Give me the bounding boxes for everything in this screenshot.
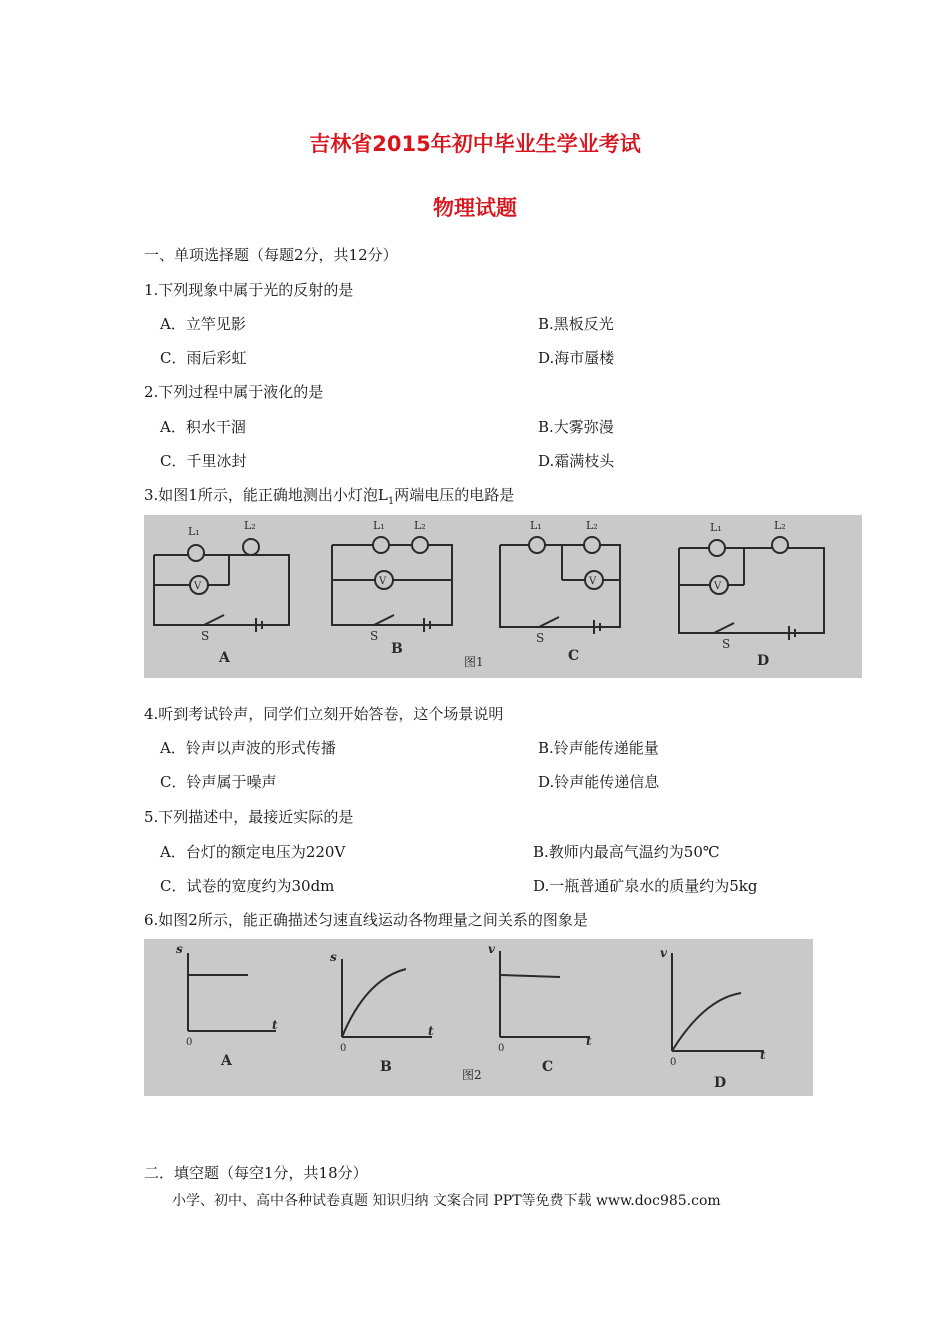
q2-option-b: B.大雾弥漫 <box>538 418 614 436</box>
lamp-label-l1-a: L₁ <box>188 525 200 538</box>
lamp-label-l2-d: L₂ <box>774 519 786 532</box>
lamp-l1-icon <box>373 537 389 553</box>
q2-option-a: A．积水干涸 <box>160 418 246 436</box>
q4-option-a: A．铃声以声波的形式传播 <box>160 739 336 757</box>
q2-option-c: C．千里冰封 <box>160 452 247 470</box>
lamp-label-l2-a: L₂ <box>244 519 256 532</box>
graph-label-b: B <box>380 1059 392 1075</box>
circuit-c <box>500 537 620 634</box>
lamp-label-l1-c: L₁ <box>530 519 542 532</box>
lamp-label-l1-b: L₁ <box>373 519 385 532</box>
graph-b-xlabel: t <box>428 1024 434 1038</box>
q3-stem <box>144 485 514 512</box>
graph-c-xlabel: t <box>586 1034 592 1048</box>
figure-1-caption: 图1 <box>464 655 484 669</box>
q1-option-a: A．立竿见影 <box>160 315 246 333</box>
switch-label-b: S <box>370 629 379 643</box>
graph-a <box>188 953 276 1031</box>
q4-option-c: C．铃声属于噪声 <box>160 773 277 791</box>
q4-stem: 4.听到考试铃声，同学们立刻开始答卷，这个场景说明 <box>144 705 504 723</box>
circuit-label-d: D <box>757 653 770 669</box>
q3-stem-pre: 3.如图1所示，能正确地测出小灯泡L <box>144 486 388 504</box>
q5-option-a: A．台灯的额定电压为220V <box>160 843 346 861</box>
figure-1-circuits <box>144 515 862 678</box>
circuit-label-b: B <box>391 641 403 657</box>
figure-2-graphs <box>144 939 813 1096</box>
graph-label-a: A <box>221 1053 232 1069</box>
graph-a-origin: 0 <box>186 1037 193 1048</box>
q3-stem-post: 两端电压的电路是 <box>394 486 515 504</box>
q1-option-b: B.黑板反光 <box>538 315 614 333</box>
lamp-l1-icon <box>529 537 545 553</box>
lamp-label-l1-d: L₁ <box>710 521 722 534</box>
graph-b <box>342 959 432 1037</box>
meter-label-c: V <box>589 576 597 587</box>
graph-a-ylabel: s <box>176 942 183 956</box>
lamp-l2-icon <box>584 537 600 553</box>
lamp-l1-icon <box>709 540 725 556</box>
graph-label-c: C <box>542 1059 554 1075</box>
q3-stem-sub: 1 <box>387 496 395 507</box>
exam-title: 吉林省2015年初中毕业生学业考试 <box>309 132 641 156</box>
circuit-label-a: A <box>219 650 230 666</box>
exam-subtitle: 物理试题 <box>433 196 517 220</box>
footer-text: 小学、初中、高中各种试卷真题 知识归纳 文案合同 PPT等免费下载 www.doc985.com <box>172 1193 721 1209</box>
meter-label-d: V <box>714 581 722 592</box>
q5-stem: 5.下列描述中，最接近实际的是 <box>144 808 354 826</box>
q1-option-c: C．雨后彩虹 <box>160 349 247 367</box>
graph-c <box>500 951 590 1037</box>
q5-option-c: C．试卷的宽度约为30dm <box>160 877 335 895</box>
graph-d <box>672 953 764 1051</box>
switch-label-d: S <box>722 637 731 651</box>
graph-c-origin: 0 <box>498 1043 505 1054</box>
graph-d-origin: 0 <box>670 1057 677 1068</box>
figure-2-svg <box>144 939 813 1096</box>
q1-option-d: D.海市蜃楼 <box>538 349 615 367</box>
meter-label-b: V <box>379 576 387 587</box>
graph-d-ylabel: v <box>660 946 667 960</box>
q2-stem: 2.下列过程中属于液化的是 <box>144 383 324 401</box>
lamp-label-l2-c: L₂ <box>586 519 598 532</box>
q5-option-b: B.教师内最高气温约为50℃ <box>533 843 720 861</box>
q2-option-d: D.霜满枝头 <box>538 452 615 470</box>
graph-d-xlabel: t <box>760 1048 766 1062</box>
section-1-heading: 一、单项选择题（每题2分，共12分） <box>144 246 398 264</box>
switch-label-a: S <box>201 629 210 643</box>
circuit-b <box>332 537 452 632</box>
graph-b-origin: 0 <box>340 1043 347 1054</box>
lamp-l1-icon <box>188 545 204 561</box>
figure-2-caption: 图2 <box>462 1068 482 1082</box>
q4-option-b: B.铃声能传递能量 <box>538 739 659 757</box>
graph-a-xlabel: t <box>272 1018 278 1032</box>
circuit-a <box>154 539 289 632</box>
lamp-l2-icon <box>243 539 259 555</box>
figure-1-svg <box>144 515 862 678</box>
q4-option-d: D.铃声能传递信息 <box>538 773 660 791</box>
lamp-label-l2-b: L₂ <box>414 519 426 532</box>
graph-b-ylabel: s <box>330 950 337 964</box>
circuit-d <box>679 537 824 640</box>
circuit-label-c: C <box>568 648 580 664</box>
section-2-heading: 二．填空题（每空1分，共18分） <box>144 1164 368 1182</box>
lamp-l2-icon <box>772 537 788 553</box>
q6-stem: 6.如图2所示，能正确描述匀速直线运动各物理量之间关系的图象是 <box>144 911 588 929</box>
meter-label-a: V <box>194 581 202 592</box>
q1-stem: 1.下列现象中属于光的反射的是 <box>144 281 354 299</box>
lamp-l2-icon <box>412 537 428 553</box>
graph-c-ylabel: v <box>488 942 495 956</box>
switch-label-c: S <box>536 631 545 645</box>
q5-option-d: D.一瓶普通矿泉水的质量约为5kg <box>533 877 758 895</box>
graph-label-d: D <box>714 1075 727 1091</box>
